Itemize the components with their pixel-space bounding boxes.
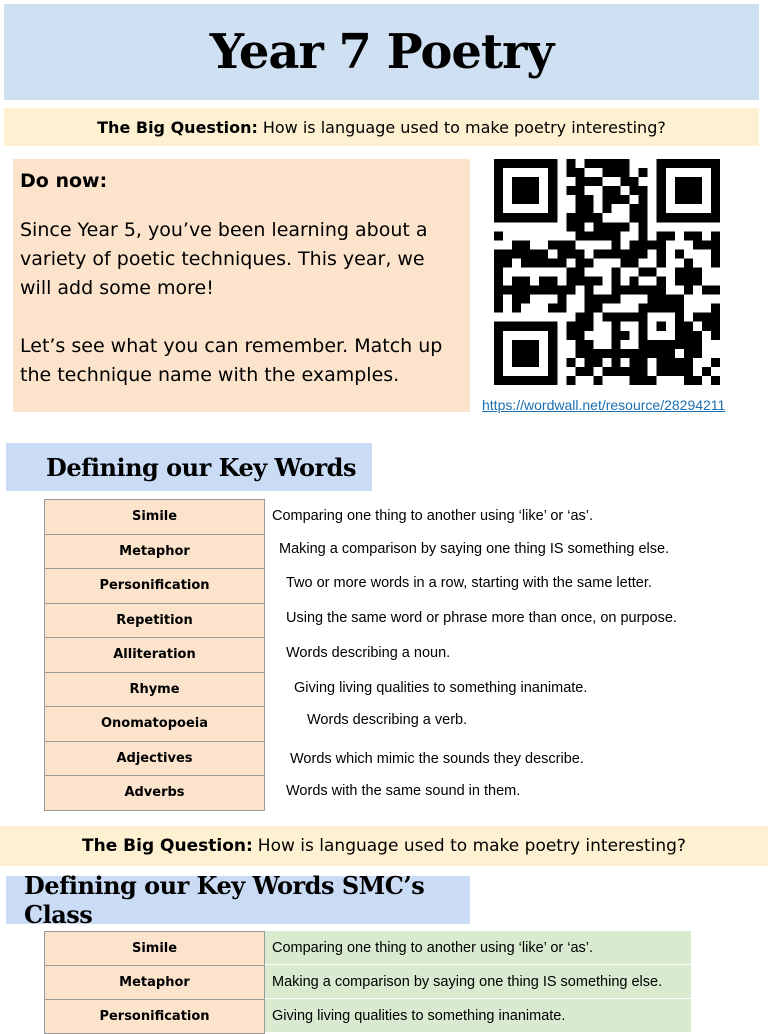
term-cell[interactable]: Personification xyxy=(44,569,265,604)
definition-text[interactable]: Words with the same sound in them. xyxy=(286,783,521,799)
term-cell: Simile xyxy=(44,932,265,966)
definition-text[interactable]: Using the same word or phrase more than once, on purpose. xyxy=(286,610,677,626)
definition-text[interactable]: Words which mimic the sounds they describe. xyxy=(290,751,584,767)
section-heading-text: Defining our Key Words SMC’s Class xyxy=(24,871,425,929)
definition-text[interactable]: Two or more words in a row, starting with the same letter. xyxy=(286,575,652,591)
term-cell[interactable]: Onomatopoeia xyxy=(44,707,265,742)
section-heading-key-words xyxy=(6,443,372,491)
term-cell[interactable]: Alliteration xyxy=(44,638,265,673)
term-cell[interactable]: Repetition xyxy=(44,604,265,639)
qr-code-icon[interactable] xyxy=(494,159,720,385)
do-now-box xyxy=(13,159,470,412)
term-cell: Metaphor xyxy=(44,966,265,1000)
definition-text[interactable]: Giving living qualities to something inanimate. xyxy=(294,680,588,696)
definition-text[interactable]: Comparing one thing to another using ‘like’ or ‘as’. xyxy=(272,508,594,524)
big-question-banner xyxy=(4,108,759,146)
section-heading-text: Defining our Key Words xyxy=(46,452,356,482)
big-question-text: How is language used to make poetry interesting? xyxy=(257,836,686,856)
answer-cell: Making a comparison by saying one thing IS something else. xyxy=(265,965,691,999)
answer-cell: Comparing one thing to another using ‘like’ or ‘as’. xyxy=(265,931,691,965)
title-banner xyxy=(4,4,759,100)
big-question-banner xyxy=(0,826,768,866)
section-heading-smc-class xyxy=(6,871,470,929)
term-cell[interactable]: Metaphor xyxy=(44,535,265,570)
big-question-label: The Big Question: xyxy=(82,836,253,856)
wordwall-link[interactable]: https://wordwall.net/resource/28294211 xyxy=(482,397,726,413)
do-now-paragraph-2: Let’s see what you can remember. Match up the technique name with the examples. xyxy=(20,335,443,386)
term-cell[interactable]: Simile xyxy=(44,500,265,535)
do-now-paragraph-1: Since Year 5, you’ve been learning about a variety of poetic techniques. This year, we will add some more! xyxy=(20,219,428,299)
page-title: Year 7 Poetry xyxy=(209,24,554,80)
term-cell[interactable]: Adjectives xyxy=(44,742,265,777)
term-column xyxy=(44,499,265,811)
big-question-label: The Big Question: xyxy=(97,117,258,137)
answer-cell: Giving living qualities to something inanimate. xyxy=(265,999,691,1033)
big-question-text: How is language used to make poetry interesting? xyxy=(262,117,666,137)
definition-text[interactable]: Words describing a noun. xyxy=(286,645,451,661)
answer-column xyxy=(265,931,691,1033)
do-now-heading: Do now: xyxy=(20,170,108,192)
definition-text[interactable]: Words describing a verb. xyxy=(307,712,468,728)
term-cell[interactable]: Rhyme xyxy=(44,673,265,708)
term-cell: Personification xyxy=(44,1000,265,1034)
definition-text[interactable]: Making a comparison by saying one thing IS something else. xyxy=(279,541,670,557)
term-column xyxy=(44,931,265,1034)
term-cell[interactable]: Adverbs xyxy=(44,776,265,811)
